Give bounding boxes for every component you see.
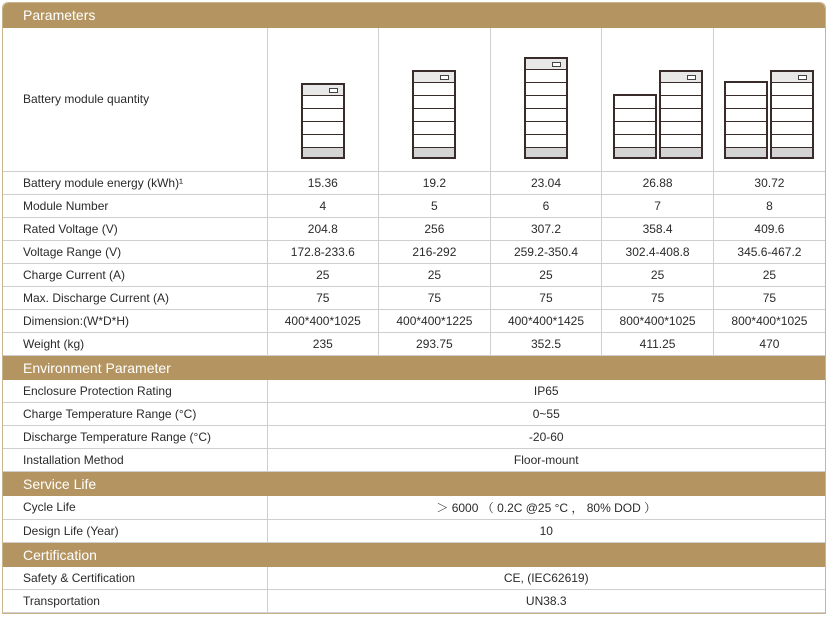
- row-label: Cycle Life: [3, 496, 267, 519]
- cell-value: 235: [267, 332, 379, 355]
- table-row: [3, 519, 825, 542]
- table-row: [3, 309, 825, 332]
- cell-value: 15.36: [267, 171, 379, 194]
- cell-value: 75: [379, 286, 491, 309]
- row-label: Installation Method: [3, 449, 267, 472]
- section-service-life-header: Service Life: [3, 472, 825, 496]
- table-row: [3, 449, 825, 472]
- battery-stack-icon: [613, 94, 657, 159]
- row-label: Enclosure Protection Rating: [3, 380, 267, 403]
- cell-value: 204.8: [267, 217, 379, 240]
- cell-value: 400*400*1225: [379, 309, 491, 332]
- table-row: [3, 567, 825, 590]
- table-row: [3, 217, 825, 240]
- cell-value: 800*400*1025: [713, 309, 825, 332]
- cell-value: 470: [713, 332, 825, 355]
- row-label: Safety & Certification: [3, 567, 267, 590]
- cell-value: 400*400*1025: [267, 309, 379, 332]
- cell-value: UN38.3: [267, 590, 825, 613]
- battery-illustration-4: [267, 28, 379, 171]
- row-label: Charge Temperature Range (°C): [3, 403, 267, 426]
- table-row: [3, 240, 825, 263]
- table-row: [3, 171, 825, 194]
- row-label: Weight (kg): [3, 332, 267, 355]
- table-row: [3, 590, 825, 613]
- battery-illustration-8: [713, 28, 825, 171]
- cell-value: 172.8-233.6: [267, 240, 379, 263]
- battery-module-quantity-row: [3, 28, 825, 171]
- row-label: Battery module quantity: [3, 28, 267, 171]
- cell-value: 25: [379, 263, 491, 286]
- row-label: Module Number: [3, 194, 267, 217]
- cell-value: 25: [267, 263, 379, 286]
- cell-value: 75: [490, 286, 602, 309]
- cell-value: 400*400*1425: [490, 309, 602, 332]
- cell-value: ＞ 6000 （ 0.2C @25 °C ， 80% DOD ）: [267, 496, 825, 519]
- cell-value: CE, (IEC62619): [267, 567, 825, 590]
- cell-value: 25: [713, 263, 825, 286]
- cell-value: 216-292: [379, 240, 491, 263]
- cell-value: 25: [602, 263, 714, 286]
- cell-value: 4: [267, 194, 379, 217]
- table-row: [3, 380, 825, 403]
- table-row: [3, 263, 825, 286]
- row-label: Voltage Range (V): [3, 240, 267, 263]
- row-label: Transportation: [3, 590, 267, 613]
- cell-value: 75: [713, 286, 825, 309]
- table-row: [3, 194, 825, 217]
- cell-value: 800*400*1025: [602, 309, 714, 332]
- cell-value: 352.5: [490, 332, 602, 355]
- cell-value: 256: [379, 217, 491, 240]
- cell-value: 6: [490, 194, 602, 217]
- battery-illustration-7: [602, 28, 714, 171]
- environment-table: [3, 380, 825, 473]
- cell-value: 26.88: [602, 171, 714, 194]
- row-label: Charge Current (A): [3, 263, 267, 286]
- table-row: [3, 426, 825, 449]
- cell-value: 259.2-350.4: [490, 240, 602, 263]
- section-environment-header: Environment Parameter: [3, 356, 825, 380]
- certification-table: [3, 567, 825, 614]
- section-certification-header: Certification: [3, 543, 825, 567]
- table-row: [3, 332, 825, 355]
- cell-value: 23.04: [490, 171, 602, 194]
- table-row: [3, 496, 825, 519]
- battery-stack-icon: [770, 70, 814, 159]
- cell-value: 75: [267, 286, 379, 309]
- cell-value: 293.75: [379, 332, 491, 355]
- cell-value: 411.25: [602, 332, 714, 355]
- battery-illustration-5: [379, 28, 491, 171]
- battery-illustration-6: [490, 28, 602, 171]
- cell-value: 307.2: [490, 217, 602, 240]
- cell-value: 409.6: [713, 217, 825, 240]
- cell-value: 8: [713, 194, 825, 217]
- spec-sheet: [2, 2, 826, 614]
- battery-stack-icon: [412, 70, 456, 159]
- battery-stack-icon: [659, 70, 703, 159]
- cell-value: 302.4-408.8: [602, 240, 714, 263]
- cell-value: -20-60: [267, 426, 825, 449]
- table-row: [3, 286, 825, 309]
- battery-stack-icon: [301, 83, 345, 159]
- row-label: Discharge Temperature Range (°C): [3, 426, 267, 449]
- row-label: Battery module energy (kWh)¹: [3, 171, 267, 194]
- parameters-table: [3, 28, 825, 356]
- cell-value: 25: [490, 263, 602, 286]
- cell-value: 5: [379, 194, 491, 217]
- battery-stack-icon: [724, 81, 768, 159]
- row-label: Dimension:(W*D*H): [3, 309, 267, 332]
- cell-value: Floor-mount: [267, 449, 825, 472]
- battery-stack-icon: [524, 57, 568, 159]
- cell-value: 0~55: [267, 403, 825, 426]
- table-row: [3, 403, 825, 426]
- section-parameters-header: Parameters: [3, 3, 825, 28]
- service-life-table: [3, 496, 825, 543]
- row-label: Design Life (Year): [3, 519, 267, 542]
- cell-value: 345.6-467.2: [713, 240, 825, 263]
- row-label: Rated Voltage (V): [3, 217, 267, 240]
- cell-value: 10: [267, 519, 825, 542]
- cell-value: IP65: [267, 380, 825, 403]
- cell-value: 19.2: [379, 171, 491, 194]
- cell-value: 7: [602, 194, 714, 217]
- cell-value: 358.4: [602, 217, 714, 240]
- row-label: Max. Discharge Current (A): [3, 286, 267, 309]
- cell-value: 75: [602, 286, 714, 309]
- cell-value: 30.72: [713, 171, 825, 194]
